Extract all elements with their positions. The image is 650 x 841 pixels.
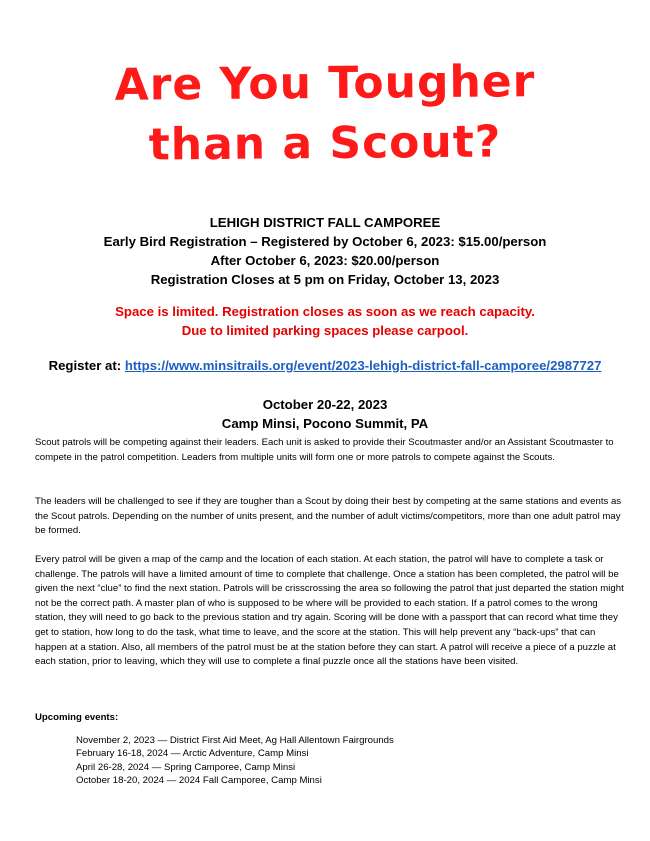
- intro-paragraph: Scout patrols will be competing against their leaders. Each unit is asked to provide their Scoutmaster and/or an Assistant Scoutmaster to compete in the patrol competition. Leaders from multiple units will form one or more patrols to compete against the Scouts.: [35, 437, 614, 463]
- list-item: April 26-28, 2024 — Spring Camporee, Camp Minsi: [76, 761, 296, 773]
- flyer-title-line-2: than a Scout?: [148, 116, 502, 171]
- event-details: [0, 395, 650, 433]
- upcoming-events-list: [76, 734, 394, 788]
- event-header: [0, 213, 650, 289]
- rules-paragraph: Every patrol will be given a map of the camp and the location of each station. At each station, the patrol will have to complete a task or challenge. The patrols will have a limited amount of time to complete that challenge. Once a station has been completed, the patrol will be given the next “clue” to find the next station. Patrols will be crisscrossing the area so following the patrol that just departed the station might not be the correct path. A master plan of who is supposed to be where will be provided to each station. If a patrol comes to the wrong station, they will need to go back to the previous station and try again. Scoring will be done with a passport that can record what time they get to station, how long to do the task, what time to leave, and the score at the station. This will help prevent any “back-ups” that can happen at a station. Also, all members of the patrol must be at the station before they can start. A patrol will receive a piece of a puzzle at each station, prior to leaving, which they will use to complete a final puzzle once all the stations have been visited.: [35, 554, 624, 668]
- register-label: Register at:: [48, 358, 122, 373]
- list-item: November 2, 2023 — District First Aid Meet, Ag Hall Allentown Fairgrounds: [76, 735, 394, 746]
- registration-deadline: Registration Closes at 5 pm on Friday, October 13, 2023: [150, 272, 500, 287]
- register-line: [0, 358, 650, 373]
- challenge-paragraph: The leaders will be challenged to see if they are tougher than a Scout by doing their best by competing at the same stations and events as the Scout patrols. Depending on the number of units present, and the number of adult victims/competitors, more than one adult patrol may be formed.: [35, 496, 622, 537]
- early-bird-fee: Early Bird Registration – Registered by October 6, 2023: $15.00/person: [103, 234, 547, 249]
- event-name: LEHIGH DISTRICT FALL CAMPOREE: [209, 215, 441, 230]
- registration-link[interactable]: https://www.minsitrails.org/event/2023-lehigh-district-fall-camporee/2987727: [124, 358, 602, 373]
- event-location: Camp Minsi, Pocono Summit, PA: [221, 416, 429, 431]
- event-dates: October 20-22, 2023: [262, 397, 388, 412]
- capacity-notice-line: Space is limited. Registration closes as soon as we reach capacity.: [115, 304, 535, 319]
- capacity-notice: [0, 302, 650, 340]
- late-fee: After October 6, 2023: $20.00/person: [210, 253, 440, 268]
- list-item: October 18-20, 2024 — 2024 Fall Camporee, Camp Minsi: [76, 775, 322, 787]
- carpool-notice-line: Due to limited parking spaces please carpool.: [181, 323, 469, 338]
- upcoming-events-heading: Upcoming events:: [35, 712, 119, 723]
- list-item: February 16-18, 2024 — Arctic Adventure, Camp Minsi: [76, 748, 309, 760]
- flyer-title-line-1: Are You Tougher: [114, 56, 536, 111]
